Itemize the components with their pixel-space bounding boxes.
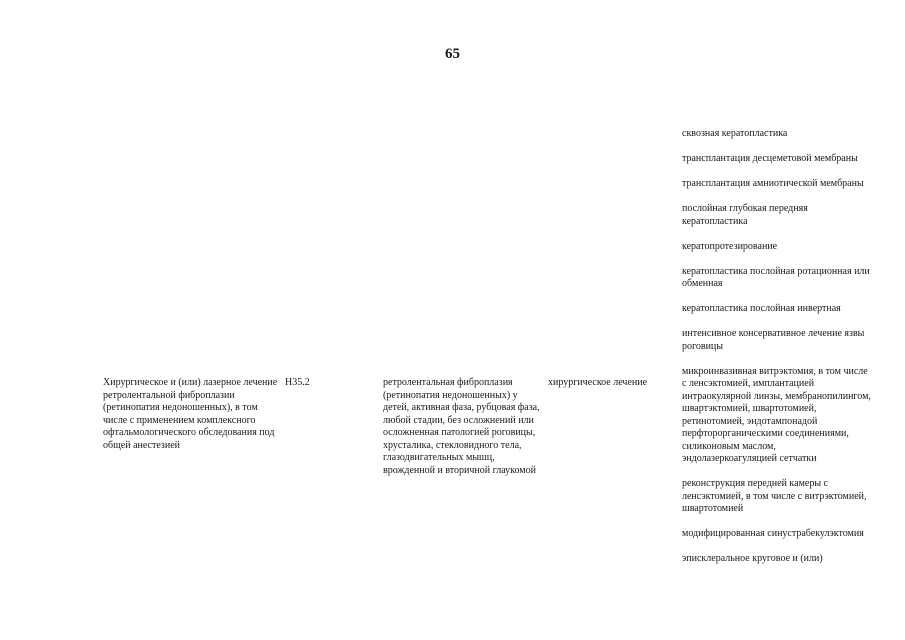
- page-number: 65: [445, 46, 460, 62]
- method-item: модифицированная синустрабекулэктомия: [682, 528, 864, 539]
- row-treatment-type-cell: хирургическое лечение: [548, 377, 648, 388]
- method-item: послойная глубокая передняя кератопластика: [682, 203, 808, 227]
- methods-column: [682, 128, 872, 578]
- method-item: микроинвазивная витрэктомия, в том числе с ленсэктомией, имплантацией интраокулярной линзы, мембранопилингом, швартэктомией, швартотомией, ретинотомией, эндотампонадой перфторорганическими соединениями, силиконовым маслом, эндолазеркоагуляцией сетчатки: [682, 365, 871, 464]
- method-item: эписклеральное круговое и (или): [682, 553, 823, 564]
- row-diagnosis-cell: ретролентальная фиброплазия (ретинопатия недоношенных) у детей, активная фаза, рубцовая фаза, любой стадии, без осложнений или осложненная патологией роговицы, хрусталика, стекловидного тела, глазодвигательных мышц, врожденной и вторичной глаукомой: [383, 377, 540, 476]
- method-item: кератопластика послойная ротационная или обменная: [682, 265, 870, 289]
- method-item: трансплантация амниотической мембраны: [682, 178, 864, 189]
- method-item: кератопластика послойная инвертная: [682, 303, 841, 314]
- method-item: интенсивное консервативное лечение язвы роговицы: [682, 328, 865, 352]
- method-item: трансплантация десцеметовой мембраны: [682, 153, 858, 164]
- method-item: кератопротезирование: [682, 240, 778, 252]
- method-item: реконструкция передней камеры с ленсэктомией, в том числе с витрэктомией, швартотомией: [682, 478, 867, 514]
- row-name-cell: Хирургическое и (или) лазерное лечение ретролентальной фиброплазии (ретинопатия недоношенных), в том числе с применением комплексного офтальмологического обследования под общей анестезией: [103, 377, 278, 451]
- row-code-cell: H35.2: [285, 377, 310, 388]
- method-item: сквозная кератопластика: [682, 128, 788, 139]
